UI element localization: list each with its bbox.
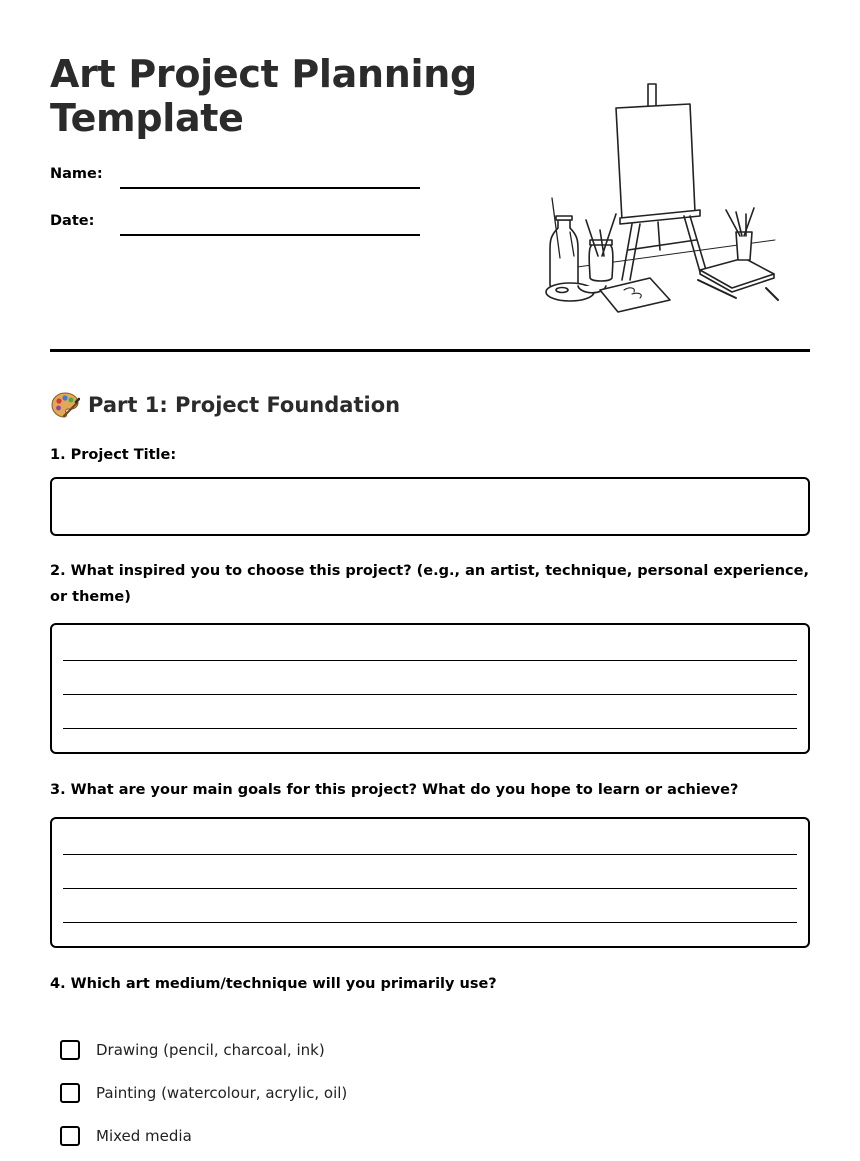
question-goals: 3. What are your main goals for this project? What do you hope to learn or achieve? xyxy=(50,782,739,798)
date-label: Date: xyxy=(50,213,95,229)
goals-answer-box[interactable] xyxy=(50,817,810,948)
answer-line xyxy=(63,728,797,729)
question-project-title: 1. Project Title: xyxy=(50,447,177,463)
name-field[interactable] xyxy=(120,187,420,189)
project-title-input[interactable] xyxy=(50,477,810,536)
section-header xyxy=(50,390,400,420)
mixed-media-checkbox[interactable] xyxy=(60,1126,80,1146)
option-label: Painting (watercolour, acrylic, oil) xyxy=(96,1084,348,1102)
option-label: Drawing (pencil, charcoal, ink) xyxy=(96,1041,325,1059)
date-field[interactable] xyxy=(120,234,420,236)
answer-line xyxy=(63,888,797,889)
question-inspiration: 2. What inspired you to choose this project? (e.g., an artist, technique, personal experience, or theme) xyxy=(50,563,809,605)
question-medium: 4. Which art medium/technique will you primarily use? xyxy=(50,976,497,992)
inspiration-answer-box[interactable] xyxy=(50,623,810,754)
answer-line xyxy=(63,660,797,661)
option-drawing[interactable] xyxy=(60,1037,325,1063)
header-divider xyxy=(50,349,810,352)
option-painting[interactable] xyxy=(60,1080,347,1106)
section-title: Part 1: Project Foundation xyxy=(88,393,401,417)
answer-line xyxy=(63,694,797,695)
answer-line xyxy=(63,854,797,855)
palette-icon xyxy=(50,390,80,420)
option-label: Mixed media xyxy=(96,1127,192,1145)
page-title: Art Project Planning Template xyxy=(50,52,477,140)
answer-line xyxy=(63,922,797,923)
painting-checkbox[interactable] xyxy=(60,1083,80,1103)
easel-illustration xyxy=(540,80,790,320)
option-mixed-media[interactable] xyxy=(60,1123,192,1149)
name-label: Name: xyxy=(50,166,103,182)
drawing-checkbox[interactable] xyxy=(60,1040,80,1060)
